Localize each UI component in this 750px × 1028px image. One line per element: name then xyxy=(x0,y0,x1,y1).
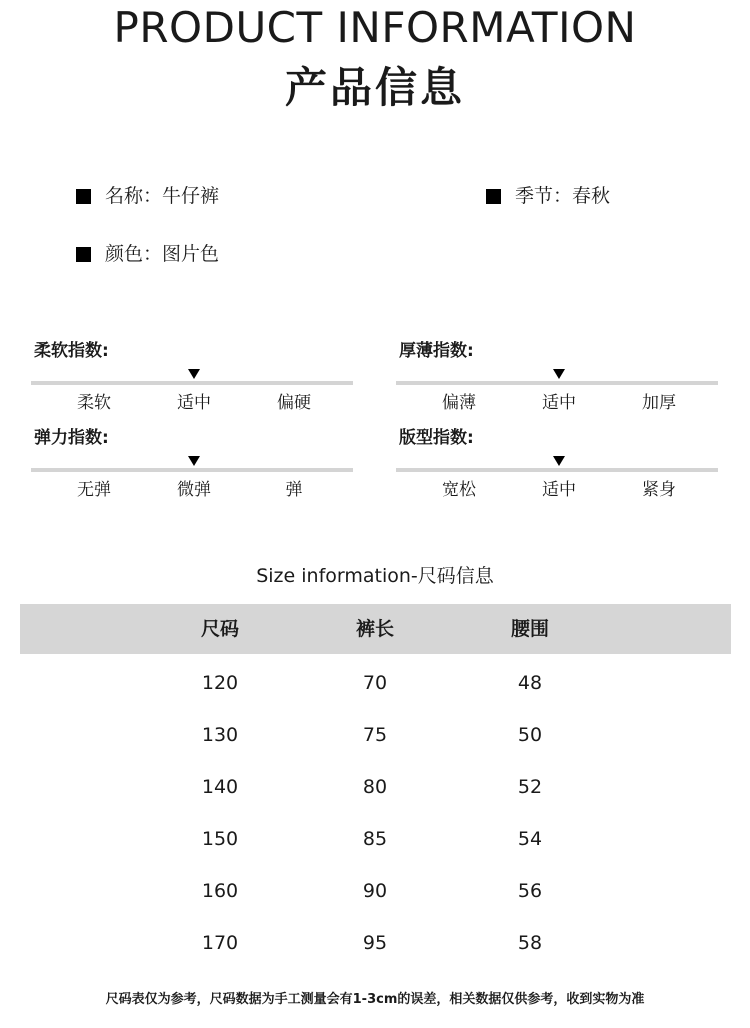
index-label: 柔软指数: xyxy=(34,341,109,361)
table-row xyxy=(20,670,731,696)
cell-waist: 58 xyxy=(517,932,543,954)
scale-option: 微弹 xyxy=(177,480,211,500)
triangle-down-icon xyxy=(188,369,200,379)
index-fit xyxy=(396,427,726,507)
attr-color xyxy=(76,241,219,267)
index-softness xyxy=(31,340,361,420)
scale-bar xyxy=(31,381,353,385)
size-disclaimer: 尺码表仅为参考，尺码数据为手工测量会有1-3cm的误差，相关数据仅供参考，收到实物为准 xyxy=(105,992,645,1007)
scale-option: 宽松 xyxy=(442,480,476,500)
attr-name xyxy=(76,183,219,209)
triangle-down-icon xyxy=(553,456,565,466)
index-label: 厚薄指数: xyxy=(399,341,474,361)
size-table-header xyxy=(20,604,731,654)
cell-length: 75 xyxy=(362,724,388,746)
cell-waist: 56 xyxy=(517,880,543,902)
cell-length: 95 xyxy=(362,932,388,954)
table-row xyxy=(20,722,731,748)
table-row xyxy=(20,826,731,852)
cell-size: 120 xyxy=(201,672,239,694)
cell-waist: 48 xyxy=(517,672,543,694)
cell-size: 150 xyxy=(201,828,239,850)
header-length: 裤长 xyxy=(355,618,394,640)
table-row xyxy=(20,774,731,800)
scale-option: 加厚 xyxy=(642,393,676,413)
square-bullet-icon xyxy=(486,189,501,204)
cell-size: 160 xyxy=(201,880,239,902)
index-label: 弹力指数: xyxy=(34,428,109,448)
scale-bar xyxy=(396,468,718,472)
size-table-body xyxy=(20,654,731,974)
table-row xyxy=(20,930,731,956)
index-label: 版型指数: xyxy=(399,428,474,448)
cell-size: 170 xyxy=(201,932,239,954)
triangle-down-icon xyxy=(188,456,200,466)
scale-bar xyxy=(31,468,353,472)
square-bullet-icon xyxy=(76,189,91,204)
cell-length: 70 xyxy=(362,672,388,694)
page-title-cn: 产品信息 xyxy=(284,63,465,112)
cell-waist: 50 xyxy=(517,724,543,746)
scale-option: 无弹 xyxy=(77,480,111,500)
attr-name-text: 名称：牛仔裤 xyxy=(105,185,220,207)
attr-season xyxy=(486,183,610,209)
scale-bar xyxy=(396,381,718,385)
scale-option: 适中 xyxy=(542,480,576,500)
scale-option: 适中 xyxy=(177,393,211,413)
cell-length: 90 xyxy=(362,880,388,902)
index-thickness xyxy=(396,340,726,420)
cell-waist: 54 xyxy=(517,828,543,850)
scale-option: 弹 xyxy=(285,480,303,500)
cell-length: 80 xyxy=(362,776,388,798)
scale-option: 适中 xyxy=(542,393,576,413)
index-elasticity xyxy=(31,427,361,507)
page-title-en: PRODUCT INFORMATION xyxy=(113,3,637,52)
scale-option: 偏薄 xyxy=(442,393,476,413)
header-size: 尺码 xyxy=(200,618,239,640)
scale-option: 紧身 xyxy=(642,480,676,500)
attr-color-text: 颜色：图片色 xyxy=(105,243,220,265)
scale-option: 偏硬 xyxy=(277,393,311,413)
cell-size: 130 xyxy=(201,724,239,746)
triangle-down-icon xyxy=(553,369,565,379)
header-waist: 腰围 xyxy=(510,618,549,640)
attr-season-text: 季节：春秋 xyxy=(515,185,611,207)
scale-option: 柔软 xyxy=(77,393,111,413)
cell-waist: 52 xyxy=(517,776,543,798)
square-bullet-icon xyxy=(76,247,91,262)
cell-size: 140 xyxy=(201,776,239,798)
size-table-title: Size information-尺码信息 xyxy=(256,565,494,587)
table-row xyxy=(20,878,731,904)
cell-length: 85 xyxy=(362,828,388,850)
